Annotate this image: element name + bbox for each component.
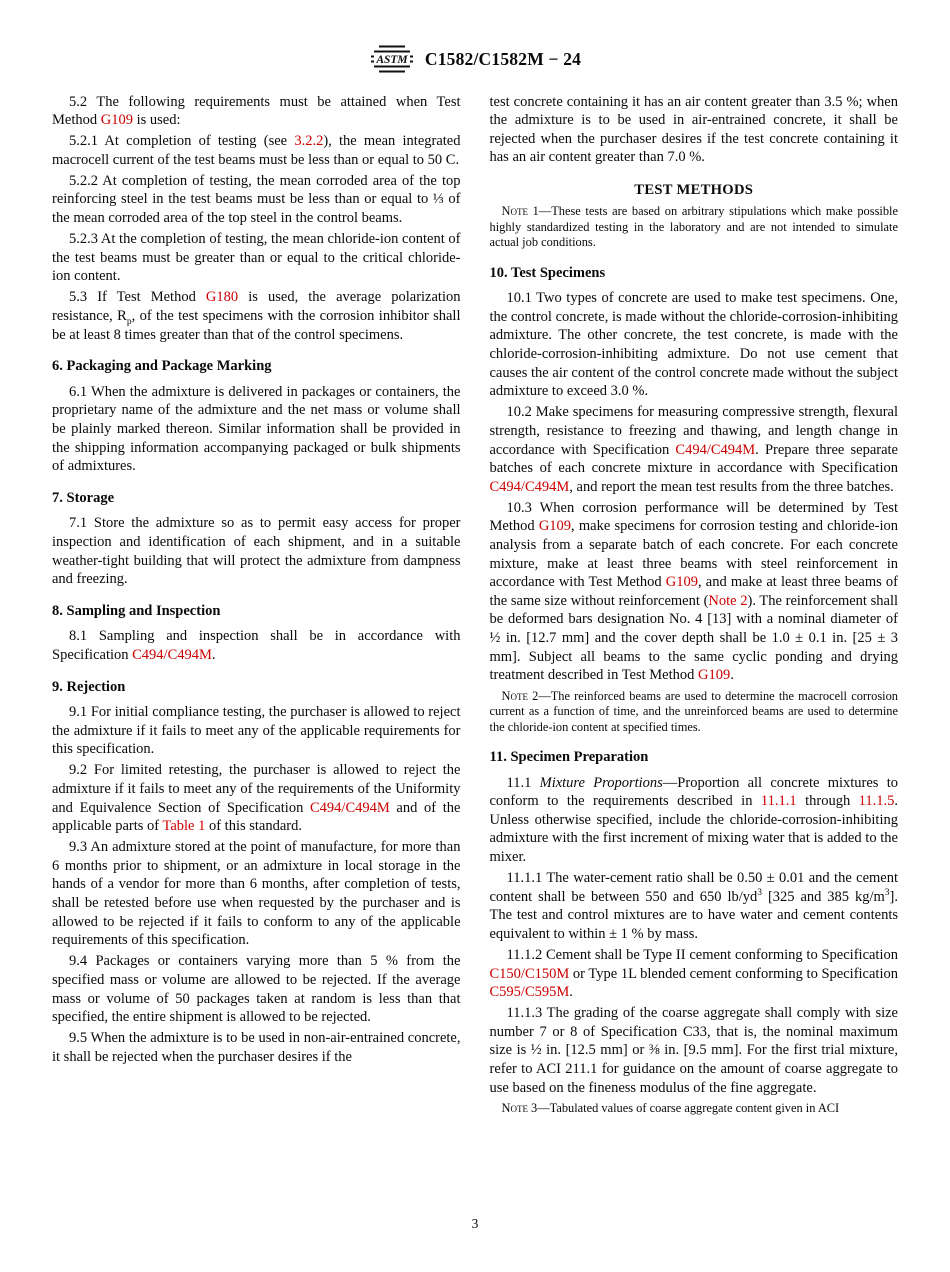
text-run: test concrete containing it has an air content greater than 3.5 %; when the admixture is to be used in air-entrained concrete, it shall be rejected when the purchaser desires if the test concrete containing it has an air content greater than 7.0 %. [489,93,898,166]
reference-link[interactable]: G109 [698,667,731,684]
page-number: 3 [471,1216,479,1231]
text-run: [325 and 385 kg/m [762,888,885,905]
paragraph [490,946,899,1002]
paragraph [52,838,461,950]
text-run: or Type 1L blended cement conforming to Specification [569,965,898,982]
text-run: 11.1.3 The grading of the coarse aggregate shall comply with size number 7 or 8 of Specification C33, that is, the nominal maximum size is ½ in. [12.5 mm] or ⅜ in. [9.5 mm]. For the first trial mixture, refer to ACI 211.1 for guidance on the amount of coarse aggregate to use based on the fineness modulus of the fine aggregate. [489,1005,898,1096]
paragraph [52,952,461,1026]
paragraph [490,403,899,496]
text-run: 10.3 When corrosion performance will be determined by Test Method [489,499,898,535]
paragraph [52,761,461,835]
paragraph [490,869,899,943]
section-heading: 10. Test Specimens [489,264,606,281]
text-run: , and report the mean test results from the three batches. [569,478,894,495]
paragraph [52,172,461,228]
reference-link[interactable]: C494/C494M [132,646,212,663]
text-run: ). The reinforcement shall be deformed bars designation No. 4 [13] with a nominal diameter of ½ in. [12.7 mm] and the cover depth shall be 1.0 ± 0.1 in. [25 ± 3 mm]. Subject all beams to the same cyclic ponding and drying treatment described in Test Method [489,592,899,684]
paragraph [490,93,899,167]
centered-heading: TEST METHODS [634,181,754,198]
text-run: 9.5 When the admixture is to be used in non-air-entrained concrete, it shall be rejected when the purchaser desires if the [52,1030,461,1065]
paragraph [52,383,461,476]
text-run: —The reinforced beams are used to determine the macrocell corrosion current as a function of time, and the unreinforced beams are used to determine the chloride-ion content at specified times. [489,688,898,734]
text-run: . Prepare three separate batches of each concrete mixture in accordance with Specification [489,441,898,477]
paragraph [52,288,461,344]
text-run: . Unless otherwise specified, include the chloride-corrosion-inhibiting admixture with the first increment of mixing water that is added to the mixer. [489,793,898,865]
note-label: Note 3 [501,1101,538,1116]
text-run: 9.1 For initial compliance testing, the purchaser is allowed to reject the admixture if it fails to meet any of the applicable requirements for this specification. [52,704,461,758]
section-heading: 7. Storage [52,489,115,506]
document-number: C1582/C1582M − 24 [424,48,582,69]
text-run: 3 [757,887,763,898]
text-run: p [126,316,132,327]
text-run: 10.1 Two types of concrete are used to make test specimens. One, the control concrete, is made without the chloride-corrosion-inhibiting admixture. The other concrete, the test concrete, is made with the chloride-corrosion-inhibiting admixture. Do not use cement that causes the air content of the control concrete made without the subject admixture to exceed 3.0 %. [489,290,898,400]
text-run: of this standard. [205,818,302,835]
note-label: Note 1 [501,204,539,219]
text-run: , of the test specimens with the corrosion inhibitor shall be at least 8 times greater than that of the control specimens. [52,308,461,343]
document-header [52,44,898,74]
text-run: ]. The test and control mixtures are to have water and cement contents equivalent to within ± 1 % by mass. [489,888,898,942]
note-paragraph [490,204,899,250]
text-run: 5.3 If Test Method [69,289,206,306]
reference-link[interactable]: C494/C494M [489,478,570,495]
text-run: . [730,667,734,684]
reference-link[interactable]: G109 [538,518,572,535]
paragraph [490,289,899,401]
text-run: 11.1.2 Cement shall be Type II cement conforming to Specification [506,946,898,963]
astm-logo-text: ASTM [376,53,408,66]
text-run: and of the applicable parts of [52,799,461,835]
paragraph [490,499,899,685]
paragraph [52,627,461,664]
reference-link[interactable]: C494/C494M [675,441,756,458]
text-run: , and make at least three beams of the same size without reinforcement ( [489,574,898,609]
left-column [52,90,461,1124]
paragraph [52,514,461,588]
text-run: 8.1 Sampling and inspection shall be in accordance with Specification [52,628,461,663]
text-run: 7.1 Store the admixture so as to permit easy access for proper inspection and identification of each shipment, and in a suitable weather-tight building that will protect the admixture from dampness and freezing. [52,515,461,588]
text-run: 9.4 Packages or containers varying more than 5 % from the specified mass or volume are allowed to be rejected. If the average mass or volume of 50 packages taken at random is less than that specified, the entire shipment is allowed to be rejected. [52,953,461,1026]
paragraph [52,93,461,130]
text-run: 5.2 The following requirements must be attained when Test Method [52,93,461,129]
paragraph [490,1004,899,1097]
right-column [490,90,899,1124]
text-run: , make specimens for corrosion testing and chloride-ion analysis from a separate batch of each concrete. For each concrete mixture, make at least three beams with steel reinforcement in accordance with Test Method [489,518,899,591]
reference-link[interactable]: 11.1.1 [760,793,797,810]
reference-link[interactable]: C494/C494M [310,799,390,816]
paragraph [52,230,461,286]
text-run: ), the mean integrated macrocell current of the test beams must be less than or equal to 50 C. [52,133,461,168]
text-run: 5.2.3 At the completion of testing, the mean chloride-ion content of the test beams must be greater than or equal to the critical chloride-ion content. [52,231,461,285]
section-heading: 9. Rejection [52,678,126,695]
paragraph [52,1029,461,1066]
text-run: is used, the average polarization resistance, R [52,289,461,325]
section-heading: 11. Specimen Preparation [489,748,649,765]
reference-link[interactable]: 11.1.5 [858,793,895,810]
reference-link[interactable]: G109 [665,574,699,591]
text-run: 6.1 When the admixture is delivered in packages or containers, the proprietary name of the admixture and the net mass or volume shall be plainly marked thereon. Similar information shall be provided in the shipping information accompanying packaged or bulk shipments of admixtures. [52,383,461,475]
two-column-body [52,90,898,1124]
reference-link[interactable]: Note 2 [708,592,748,609]
text-run: 5.2.2 At completion of testing, the mean corroded area of the top reinforcing steel in the test beams must be less than or equal to ⅓ of the mean corroded area of the top steel in the control beams. [52,172,461,227]
reference-link[interactable]: C595/C595M [489,984,570,1001]
note-label: Note 2 [501,688,539,703]
text-run: 3 [884,887,890,898]
text-run: 11.1 [506,774,540,791]
reference-link[interactable]: C150/C150M [489,965,570,982]
text-run: Mixture Proportions [539,774,663,791]
text-run: . [569,984,573,1001]
text-run: 11.1.1 The water-cement ratio shall be 0.50 ± 0.01 and the cement content shall be between 550 and 650 lb/yd [489,870,898,905]
note-paragraph [490,1101,899,1116]
reference-link[interactable]: G109 [100,112,133,129]
section-heading: 6. Packaging and Package Marking [52,358,272,375]
note-paragraph [490,689,899,735]
section-heading: 8. Sampling and Inspection [52,602,221,619]
text-run: . [211,646,216,663]
text-run: —Tabulated values of coarse aggregate content given in ACI [537,1101,840,1116]
reference-link[interactable]: 3.2.2 [294,133,324,150]
text-run: 9.2 For limited retesting, the purchaser is allowed to reject the admixture if it fails to meet any of the requirements of the Uniformity and Equivalence Section of Specification [52,762,461,816]
text-run: 10.2 Make specimens for measuring compressive strength, flexural strength, resistance to freezing and thawing, and length change in accordance with Specification [489,404,898,458]
paragraph [52,132,461,169]
text-run: —These tests are based on arbitrary stipulations which make possible highly standardized testing in the laboratory and are not intended to simulate actual job conditions. [489,204,898,250]
text-run: 5.2.1 At completion of testing (see [69,133,295,150]
text-run: 9.3 An admixture stored at the point of manufacture, for more than 6 months prior to shipment, or an admixture in local storage in the hands of a vendor for more than 6 months, after completion of tests, shall be retested before use when requested by the purchaser and is allowed to be rejected if it fails to conform to any of the applicable requirements of this specification. [52,839,461,949]
text-run: is used: [132,112,181,129]
paragraph [52,703,461,759]
text-run: through [796,793,859,810]
reference-link[interactable]: G180 [205,289,239,306]
astm-logo-icon [369,44,415,74]
text-run: —Proportion all concrete mixtures to conform to the requirements described in [489,774,898,810]
paragraph [490,774,899,867]
reference-link[interactable]: Table 1 [162,818,206,835]
